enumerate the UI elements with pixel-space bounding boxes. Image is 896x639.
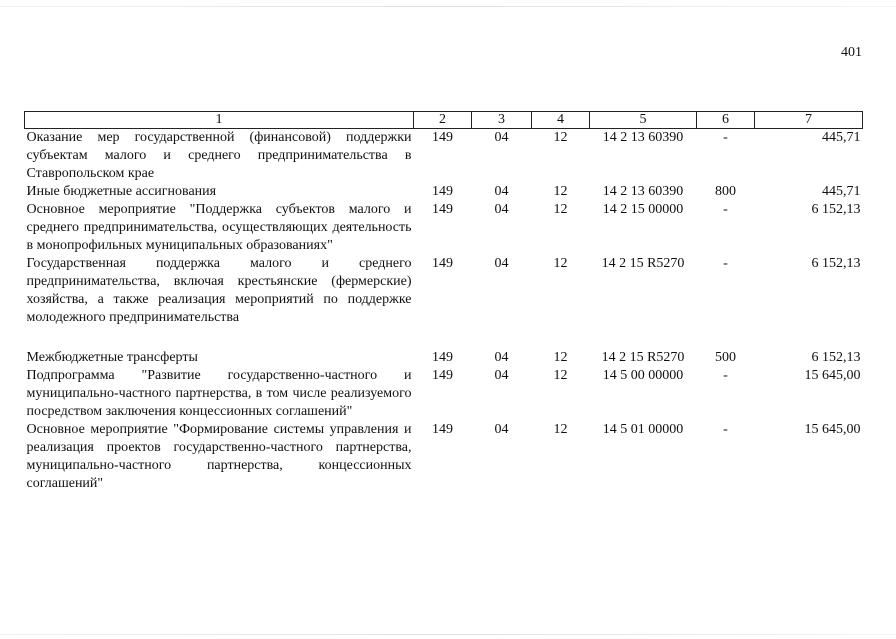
row-section-code: 04 [494, 368, 509, 383]
scan-edge-top [0, 6, 896, 7]
row-ministry-code: 149 [432, 350, 453, 365]
row-target-article: 14 2 15 00000 [602, 202, 684, 217]
header-cell-5: 5 [590, 112, 697, 129]
row-expense-type: - [723, 422, 728, 437]
row-name: Иные бюджетные ассигнования [26, 184, 217, 199]
row-subsection-code: 12 [553, 368, 568, 383]
row-ministry-code: 149 [432, 130, 453, 145]
header-cell-4: 4 [532, 112, 590, 129]
page-number: 401 [841, 45, 862, 60]
row-section-code: 04 [494, 350, 509, 365]
row-subsection-code: 12 [553, 422, 568, 437]
row-name: Межбюджетные трансферты [26, 350, 198, 365]
row-subsection-code: 12 [553, 202, 568, 217]
row-target-article: 14 5 00 00000 [602, 368, 684, 383]
row-section-code: 04 [494, 202, 509, 217]
header-cell-2: 2 [414, 112, 472, 129]
row-ministry-code: 149 [432, 184, 453, 199]
table-row [25, 201, 863, 255]
row-expense-type: - [723, 130, 728, 145]
row-amount: 15 645,00 [804, 422, 861, 437]
row-amount: 15 645,00 [804, 368, 861, 383]
row-name: Основное мероприятие "Поддержка субъектов малого и среднего предпринимательства, осуществляющих деятельность в монопрофильных муниципальных образованиях" [26, 202, 412, 253]
row-target-article: 14 2 15 R5270 [601, 256, 685, 271]
row-subsection-code: 12 [553, 350, 568, 365]
row-ministry-code: 149 [432, 256, 453, 271]
row-expense-type: 800 [715, 184, 736, 199]
row-target-article: 14 2 13 60390 [602, 184, 684, 199]
row-ministry-code: 149 [432, 202, 453, 217]
table-row [25, 421, 863, 493]
row-name: Государственная поддержка малого и среднего предпринимательства, включая крестьянские (фермерские) хозяйства, а также реализация мероприятий по поддержке молодежного предпринимательства [26, 256, 412, 325]
header-cell-6: 6 [697, 112, 755, 129]
row-amount: 6 152,13 [811, 350, 861, 365]
row-amount: 6 152,13 [811, 202, 861, 217]
row-ministry-code: 149 [432, 368, 453, 383]
row-section-code: 04 [494, 130, 509, 145]
row-expense-type: - [723, 368, 728, 383]
row-amount: 445,71 [822, 130, 861, 145]
header-cell-3: 3 [472, 112, 532, 129]
row-section-code: 04 [494, 184, 509, 199]
row-section-code: 04 [494, 422, 509, 437]
row-subsection-code: 12 [553, 256, 568, 271]
row-target-article: 14 5 01 00000 [602, 422, 684, 437]
table-row [25, 349, 863, 367]
budget-table [24, 111, 863, 493]
header-cell-1: 1 [25, 112, 414, 129]
row-expense-type: - [723, 256, 728, 271]
row-name: Оказание мер государственной (финансовой) поддержки субъектам малого и среднего предпринимательства в Ставропольском крае [26, 130, 412, 181]
row-target-article: 14 2 15 R5270 [601, 350, 685, 365]
table-row [25, 183, 863, 201]
scan-edge-bottom [0, 634, 896, 635]
row-name: Основное мероприятие "Формирование системы управления и реализация проектов государственно-частного партнерства, муниципально-частного партнерства, концессионных соглашений" [26, 422, 412, 491]
table-row [25, 129, 863, 184]
row-target-article: 14 2 13 60390 [602, 130, 684, 145]
row-section-code: 04 [494, 256, 509, 271]
row-subsection-code: 12 [553, 184, 568, 199]
table-row [25, 367, 863, 421]
row-ministry-code: 149 [432, 422, 453, 437]
row-amount: 6 152,13 [811, 256, 861, 271]
row-expense-type: 500 [715, 350, 736, 365]
header-row [25, 112, 863, 129]
table-row [25, 255, 863, 327]
row-amount: 445,71 [822, 184, 861, 199]
spacer-row [25, 327, 863, 349]
row-name: Подпрограмма "Развитие государственно-частного и муниципально-частного партнерства, в том числе реализуемого посредством заключения концессионных соглашений" [26, 368, 412, 419]
row-expense-type: - [723, 202, 728, 217]
row-subsection-code: 12 [553, 130, 568, 145]
header-cell-7: 7 [755, 112, 863, 129]
